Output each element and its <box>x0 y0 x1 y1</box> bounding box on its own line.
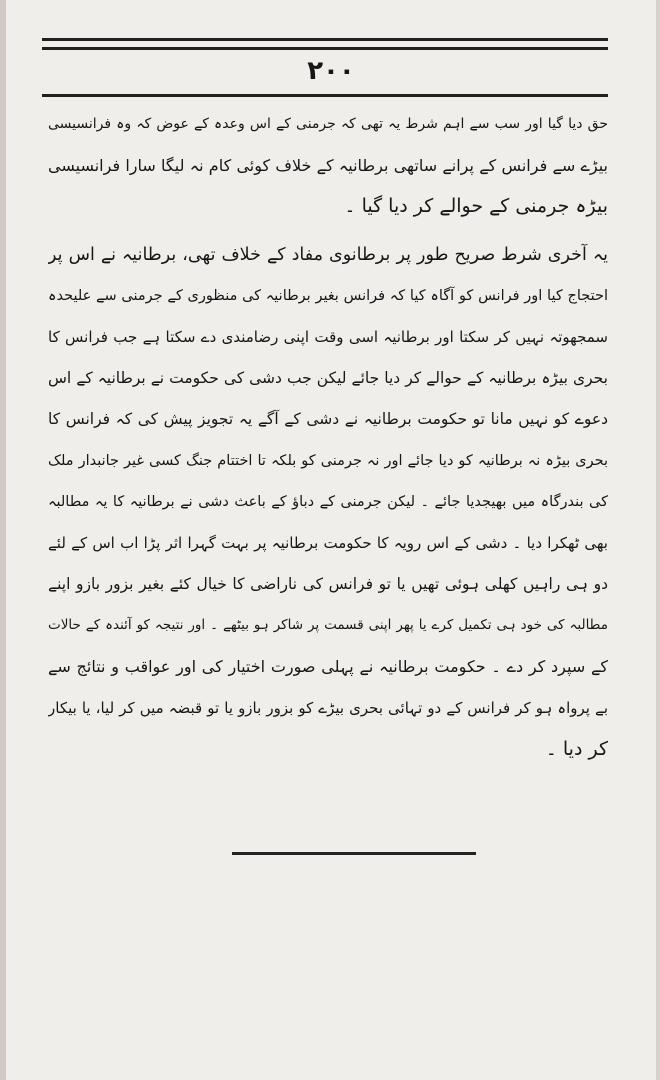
paragraph-1 <box>48 104 608 228</box>
text-line: کے سپرد کر دے ۔ حکومت برطانیہ نے پہلی صورت اختیار کی اور عواقب و نتائج سے <box>48 657 608 677</box>
text-line: یہ آخری شرط صریح طور پر برطانوی مفاد کے خلاف تھی، برطانیہ نے اس پر <box>48 244 608 265</box>
paragraph-2 <box>48 235 608 770</box>
text-line: بے پرواہ ہو کر فرانس کے دو تہائی بحری بیڑے کو بزور بازو یا تو قبضہ میں کر لیا، یا بیکار <box>48 698 608 717</box>
text-line: بیڑے سے فرانس کے پرانے ساتھی برطانیہ کے خلاف کوئی کام نہ لیگا سارا فرانسیسی <box>48 156 608 176</box>
text-line: بحری بیڑہ برطانیہ کے حوالے کر دیا جائے لیکن جب دشی کی حکومت نے برطانیہ کے اس <box>48 369 608 388</box>
end-rule <box>232 852 476 855</box>
body-text <box>48 104 608 770</box>
text-line: احتجاج کیا اور فرانس کو آگاہ کیا کہ فرانس بغیر برطانیہ کی منظوری کے جرمنی سے علیحدہ <box>48 287 608 304</box>
top-border-rule-inner <box>42 47 608 50</box>
text-line: دو ہی راہیں کھلی ہوئی تھیں یا تو فرانس کی ناراضی کا خیال کئے بغیر بزور بازو اپنے <box>48 575 608 594</box>
text-line: بیڑہ جرمنی کے حوالے کر دیا گیا ۔ <box>344 195 608 218</box>
text-line: حق دیا گیا اور سب سے اہم شرط یہ تھی کہ جرمنی کے اس وعدہ کے عوض کہ وہ فرانسیسی <box>48 116 608 132</box>
top-border-rule <box>42 38 608 41</box>
text-line: دعوے کو نہیں مانا تو حکومت برطانیہ نے دشی کے آگے یہ تجویز پیش کی کہ فرانس کا <box>48 410 608 429</box>
header-rule <box>42 94 608 97</box>
text-line: کی بندرگاہ میں بھیجدیا جائے ۔ لیکن جرمنی کے دباؤ کے باعث دشی نے برطانیہ کا یہ مطالبہ <box>48 493 608 510</box>
text-line: بھی ٹھکرا دیا ۔ دشی کے اس رویہ کا حکومت برطانیہ پر بہت گہرا اثر پڑا اب اس کے لئے <box>48 533 608 552</box>
page-number: ۲۰۰ <box>307 56 355 86</box>
text-line: کر دیا ۔ <box>545 737 608 760</box>
text-line: مطالبہ کی خود ہی تکمیل کرے یا پھر اپنی قسمت پر شاکر ہو بیٹھے ۔ اور نتیجہ کو آئندہ کے حالات <box>48 617 608 634</box>
text-line: بحری بیڑہ نہ برطانیہ کو دیا جائے اور نہ جرمنی کو بلکہ تا اختتام جنگ کسی غیر جانبدار ملک <box>48 452 608 469</box>
text-line: سمجھوتہ نہیں کر سکتا اور برطانیہ اسی وقت اپنی رضامندی دے سکتا ہے جب فرانس کا <box>48 327 608 346</box>
